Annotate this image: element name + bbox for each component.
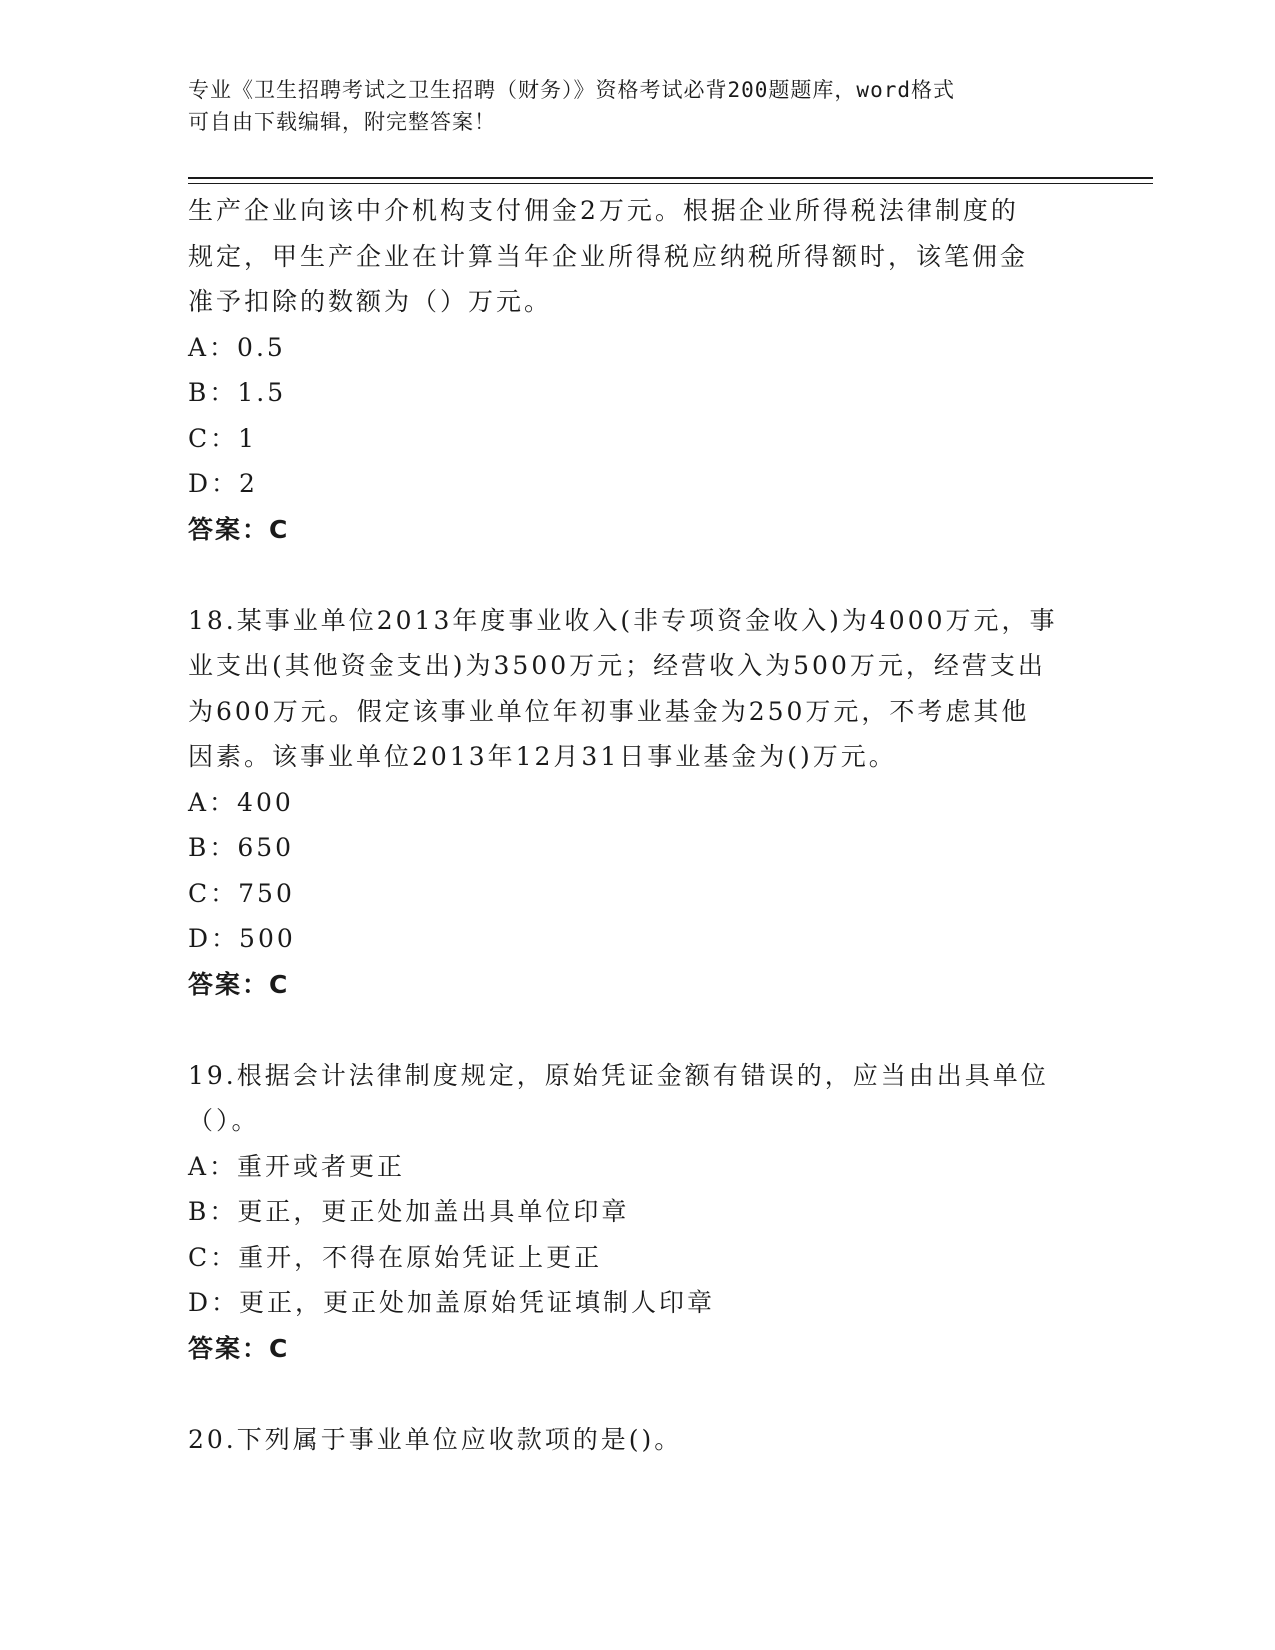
header-divider-thick bbox=[188, 177, 1153, 179]
answer-line: 答案：C bbox=[188, 514, 290, 544]
answer-line: 答案：C bbox=[188, 1333, 290, 1363]
header-divider-thin bbox=[188, 183, 1153, 184]
option-c: C：750 bbox=[188, 878, 295, 908]
option-c: C：重开，不得在原始凭证上更正 bbox=[188, 1242, 603, 1272]
option-c: C：1 bbox=[188, 423, 258, 453]
option-d: D：2 bbox=[188, 469, 258, 498]
question-stem-line: 生产企业向该中介机构支付佣金2万元。根据企业所得税法律制度的 bbox=[188, 196, 1019, 225]
option-d: D：500 bbox=[188, 924, 296, 953]
question-stem-line: 18.某事业单位2013年度事业收入(非专项资金收入)为4000万元，事 bbox=[188, 605, 1058, 635]
spacer bbox=[188, 1007, 1088, 1053]
question-stem-line: 19.根据会计法律制度规定，原始凭证金额有错误的，应当由出具单位 bbox=[188, 1060, 1049, 1090]
option-b: B：更正，更正处加盖出具单位印章 bbox=[188, 1197, 630, 1226]
question-18 bbox=[188, 598, 1088, 1008]
question-stem-line: 规定，甲生产企业在计算当年企业所得税应纳税所得额时，该笔佣金 bbox=[188, 241, 1029, 271]
question-stem-line: 业支出(其他资金支出)为3500万元；经营收入为500万元，经营支出 bbox=[188, 651, 1046, 680]
question-stem-line: 因素。该事业单位2013年12月31日事业基金为()万元。 bbox=[188, 742, 897, 771]
option-a: A：重开或者更正 bbox=[188, 1151, 406, 1181]
document-header bbox=[188, 74, 1088, 138]
option-b: B：1.5 bbox=[188, 378, 287, 407]
spacer bbox=[188, 1371, 1088, 1417]
header-title-line-2: 可自由下载编辑，附完整答案！ bbox=[188, 110, 496, 134]
header-title-line-1: 专业《卫生招聘考试之卫生招聘（财务）》资格考试必背200题题库，word格式 bbox=[188, 78, 955, 102]
question-stem-line: 20.下列属于事业单位应收款项的是()。 bbox=[188, 1424, 683, 1454]
question-20 bbox=[188, 1417, 1088, 1463]
option-a: A：400 bbox=[188, 787, 294, 817]
option-b: B：650 bbox=[188, 833, 295, 862]
question-19 bbox=[188, 1053, 1088, 1372]
spacer bbox=[188, 552, 1088, 598]
question-stem-line: （）。 bbox=[188, 1106, 260, 1135]
answer-line: 答案：C bbox=[188, 969, 290, 999]
question-stem-line: 准予扣除的数额为（）万元。 bbox=[188, 287, 553, 316]
question-17 bbox=[188, 188, 1088, 552]
option-a: A：0.5 bbox=[188, 332, 286, 362]
option-d: D：更正，更正处加盖原始凭证填制人印章 bbox=[188, 1288, 716, 1317]
question-list bbox=[188, 188, 1088, 1462]
question-stem-line: 为600万元。假定该事业单位年初事业基金为250万元，不考虑其他 bbox=[188, 696, 1030, 726]
